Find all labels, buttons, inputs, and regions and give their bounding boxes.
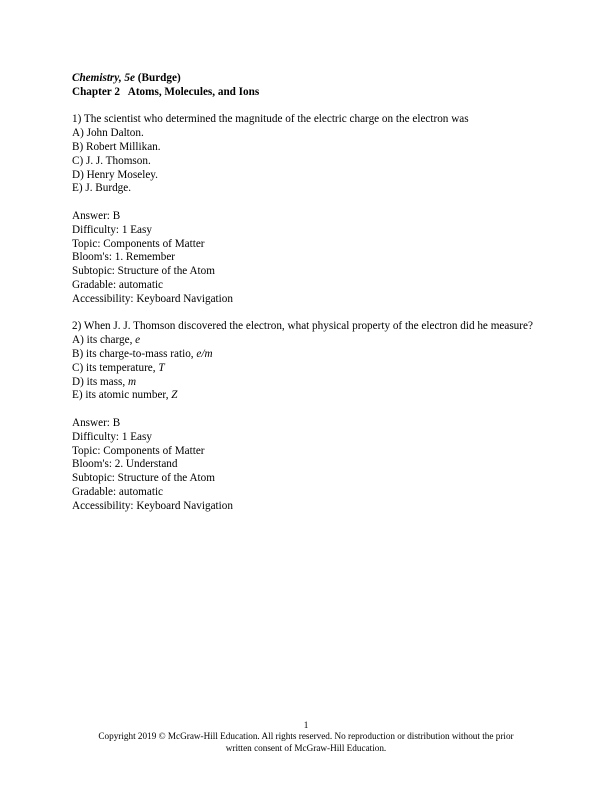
topic: Topic: Components of Matter [72,444,205,457]
accessibility: Accessibility: Keyboard Navigation [72,499,233,512]
chapter-heading [72,86,542,100]
copyright-notice-line-2: written consent of McGraw-Hill Education. [225,742,387,753]
accessibility: Accessibility: Keyboard Navigation [72,292,233,305]
topic: Topic: Components of Matter [72,237,205,250]
option-variable: Z [171,389,178,402]
answer-option: A) John Dalton. [72,127,144,140]
option-variable: T [158,361,165,374]
copyright-notice-line-1: Copyright 2019 © McGraw-Hill Education. All rights reserved. No reproduction or distribution without the prior [98,731,514,742]
difficulty: Difficulty: 1 Easy [72,430,152,443]
chapter-label: Chapter 2 [72,85,120,98]
subtopic: Subtopic: Structure of the Atom [72,265,215,278]
option-text: C) its temperature, [72,361,159,374]
question-1 [72,113,542,306]
blooms-level: Bloom's: 2. Understand [72,458,178,471]
difficulty: Difficulty: 1 Easy [72,223,152,236]
book-author: (Burdge) [134,72,181,84]
blooms-level: Bloom's: 1. Remember [72,251,176,264]
option-variable: m [127,375,137,388]
subtopic: Subtopic: Structure of the Atom [72,472,215,485]
option-text: E) its atomic number, [72,389,172,402]
question-stem: 2) When J. J. Thomson discovered the electron, what physical property of the electron did he measure? [72,320,533,333]
gradable: Gradable: automatic [72,485,164,498]
answer-key: Answer: B [72,416,121,429]
option-text: B) its charge-to-mass ratio, [72,347,197,360]
option-text: A) its charge, [72,334,136,347]
answer-option: E) J. Burdge. [72,182,132,195]
book-title [72,72,542,86]
page-footer [60,720,552,754]
answer-option [72,389,542,403]
page-content [72,72,542,514]
chapter-title: Atoms, Molecules, and Ions [127,85,260,98]
question-2 [72,320,542,513]
question-stem: 1) The scientist who determined the magnitude of the electric charge on the electron was [72,113,469,126]
option-variable: e [135,334,141,347]
answer-option [72,334,542,348]
answer-option [72,348,542,362]
answer-option: C) J. J. Thomson. [72,154,151,167]
answer-option [72,376,542,390]
answer-option: D) Henry Moseley. [72,168,158,181]
option-variable: e/m [196,347,213,360]
answer-option: B) Robert Millikan. [72,140,161,153]
answer-key: Answer: B [72,209,121,222]
page-number: 1 [303,720,309,730]
option-text: D) its mass, [72,375,128,388]
book-title-name: Chemistry, 5e [72,72,135,84]
gradable: Gradable: automatic [72,278,164,291]
answer-option [72,362,542,376]
